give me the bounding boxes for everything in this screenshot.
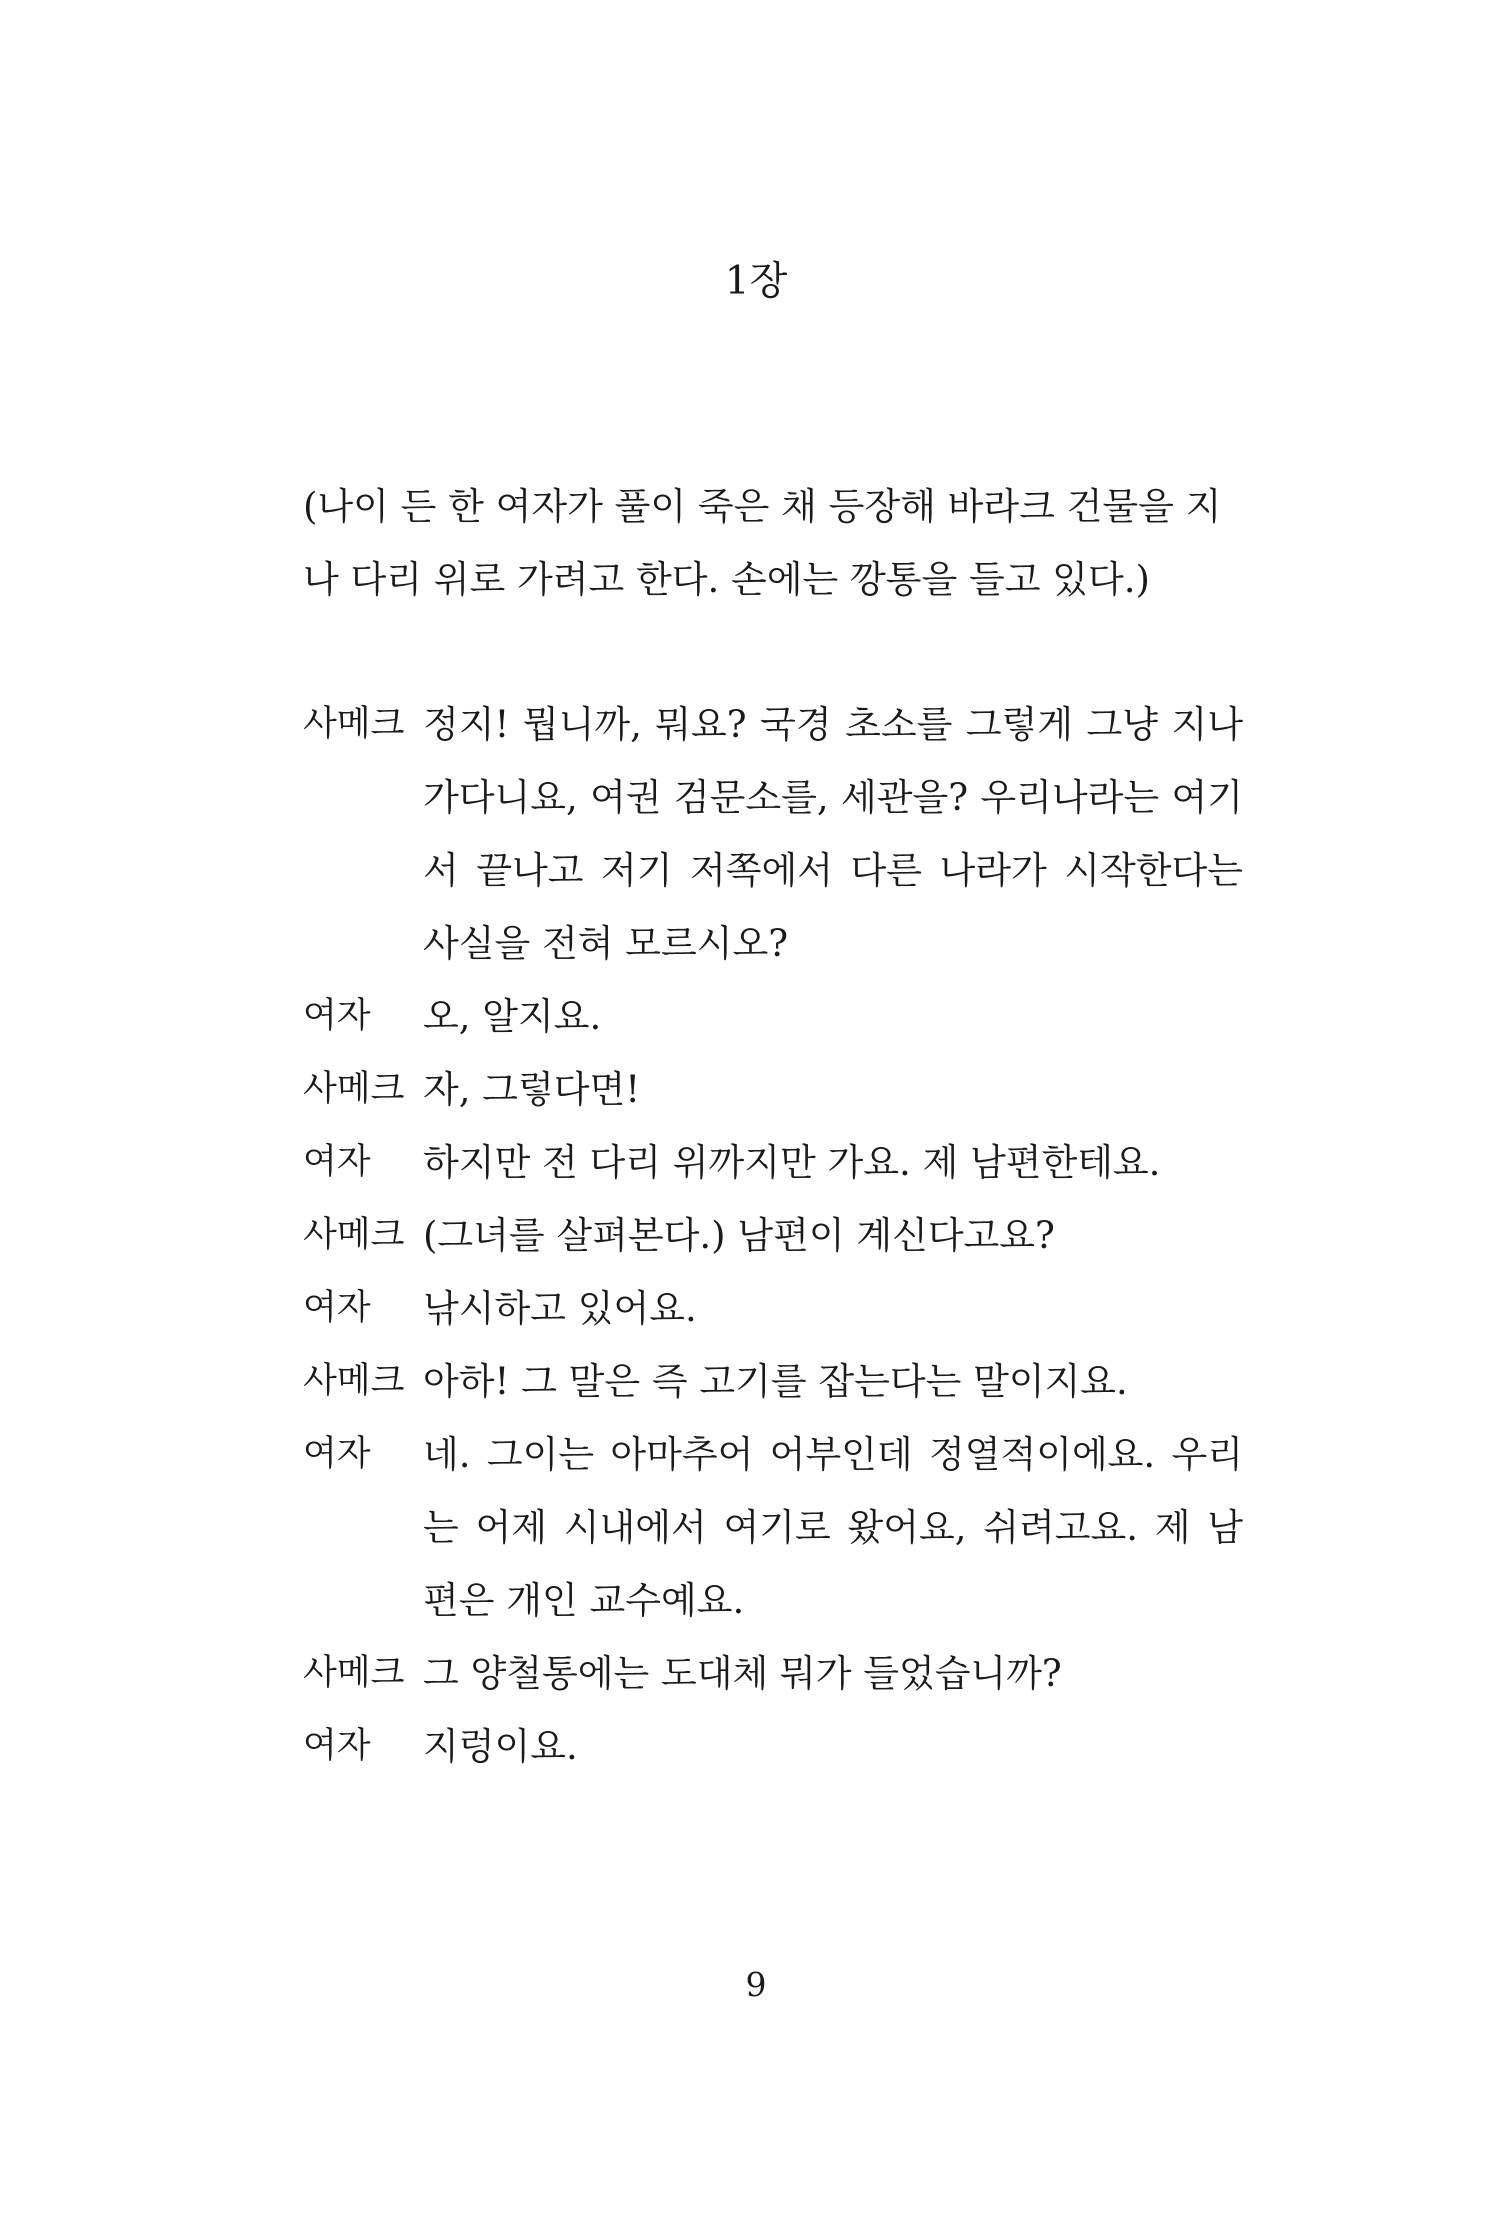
speech-text: 네. 그이는 아마추어 어부인데 정열적이에요. 우리는 어제 시내에서 여기로 왔어요, 쉬려고요. 제 남편은 개인 교수예요. [423,1433,1243,1622]
dialogue-line [303,980,1243,1053]
speech-text: 정지! 뭡니까, 뭐요? 국경 초소를 그렇게 그냥 지나가다니요, 여권 검문소를, 세관을? 우리나라는 여기서 끝나고 저기 저쪽에서 다른 나라가 시작한다는 사실을 전혀 모르시오? [423,703,1243,965]
speaker-name: 여자 [303,1288,371,1328]
speech-text: 하지만 전 다리 위까지만 가요. 제 남편한테요. [423,1141,1161,1184]
dialogue-line [303,1053,1243,1126]
dialogue-line [303,1637,1243,1710]
speech-text: 오, 알지요. [423,995,602,1038]
speech-text: 자, 그렇다면! [423,1068,641,1111]
speech-text: (그녀를 살펴본다.) 남편이 계신다고요? [423,1214,1055,1257]
dialogue-line [303,1272,1243,1345]
dialogue-line [303,1126,1243,1199]
speaker-name: 사메크 [303,704,405,744]
dialogue-block [303,688,1243,1783]
speech-text: 낚시하고 있어요. [423,1287,697,1330]
speaker-name: 여자 [303,1434,371,1474]
page-number: 9 [745,1965,767,2004]
speech-text: 아하! 그 말은 즉 고기를 잡는다는 말이지요. [423,1360,1128,1403]
speaker-name: 여자 [303,996,371,1036]
speaker-name: 사메크 [303,1215,405,1255]
speaker-name: 여자 [303,1726,371,1766]
speaker-name: 사메크 [303,1069,405,1109]
speaker-name: 사메크 [303,1653,405,1693]
speaker-name: 사메크 [303,1361,405,1401]
dialogue-line [303,1710,1243,1783]
stage-direction: (나이 든 한 여자가 풀이 죽은 채 등장해 바라크 건물을 지나 다리 위로 가려고 한다. 손에는 깡통을 들고 있다.) [303,485,1222,601]
speaker-name: 여자 [303,1142,371,1182]
speech-text: 지렁이요. [423,1725,578,1768]
speech-text: 그 양철통에는 도대체 뭐가 들었습니까? [423,1652,1062,1695]
dialogue-line [303,1199,1243,1272]
dialogue-line [303,688,1243,980]
chapter-title: 1장 [724,259,788,304]
dialogue-line [303,1418,1243,1637]
dialogue-line [303,1345,1243,1418]
